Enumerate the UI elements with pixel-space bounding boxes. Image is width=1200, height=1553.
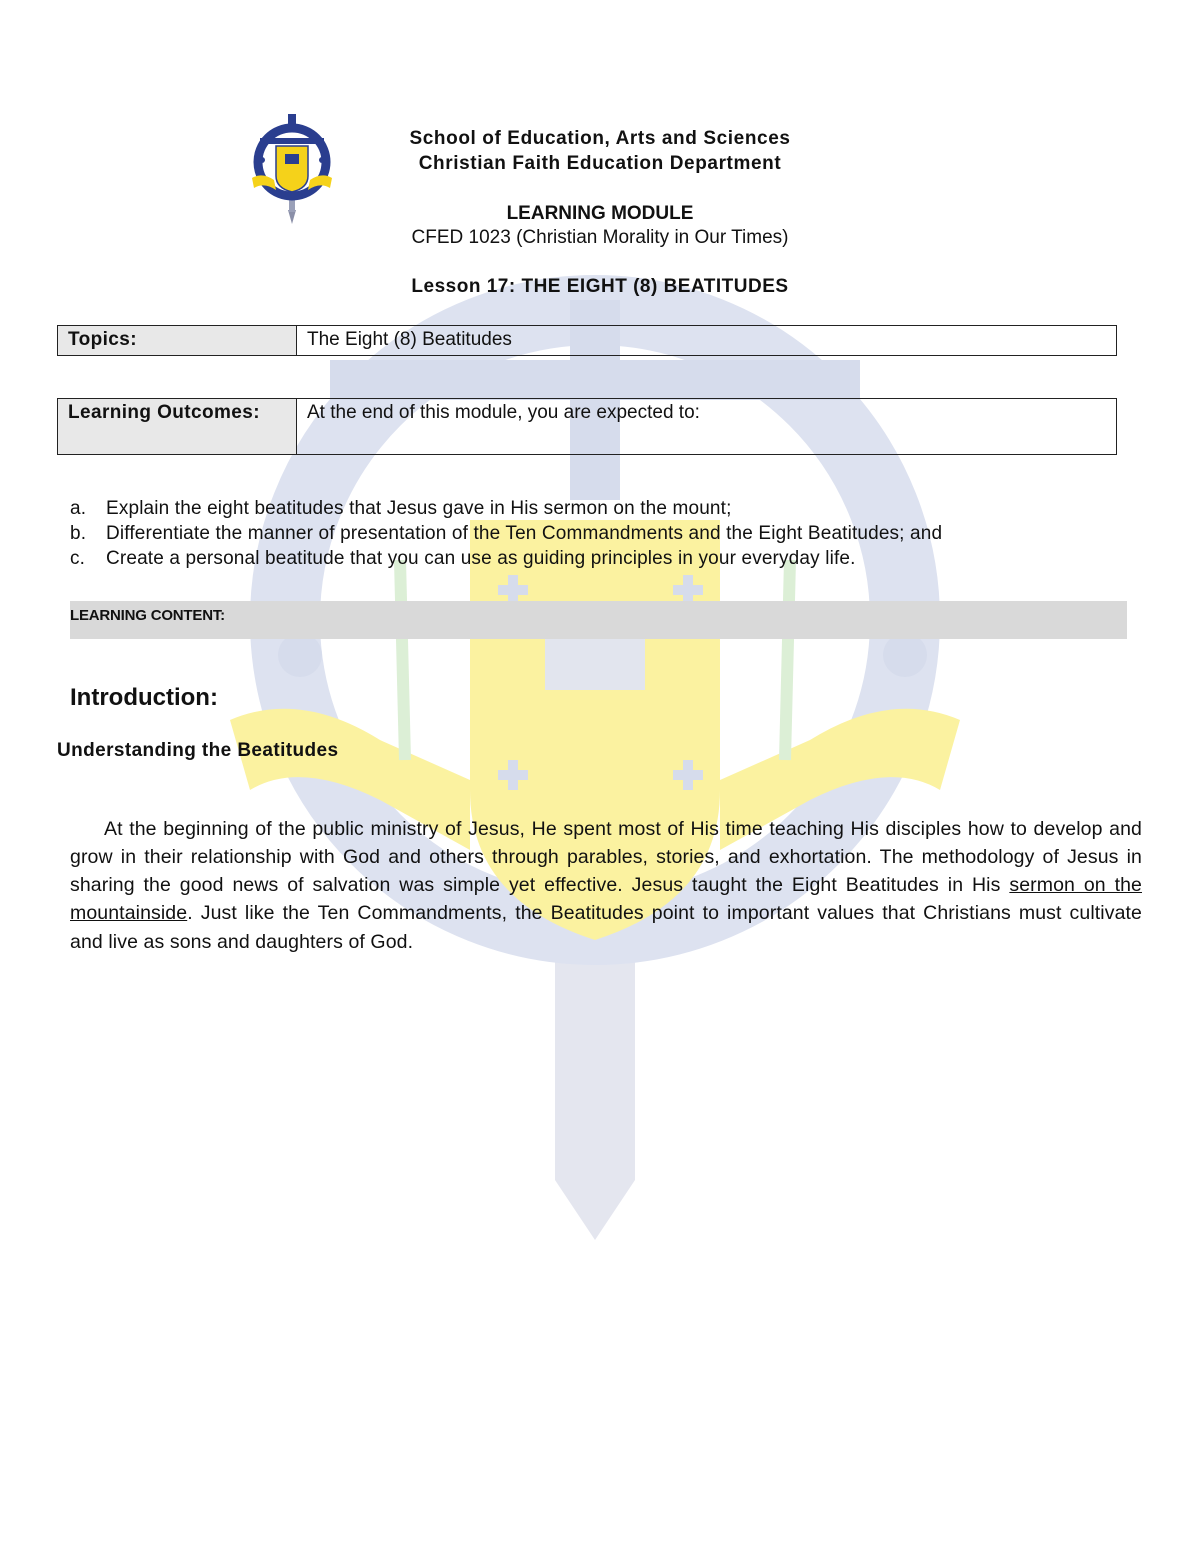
sermon-link[interactable]: sermon on the mountainside [70, 874, 1142, 925]
topics-table [57, 325, 1117, 356]
list-marker: c. [70, 548, 86, 569]
list-item [70, 546, 942, 571]
list-item-text: Create a personal beatitude that you can use as guiding principles in your everyday life. [106, 548, 856, 569]
list-item-text: Explain the eight beatitudes that Jesus gave in His sermon on the mount; [106, 498, 732, 519]
list-marker: a. [70, 498, 87, 519]
learning-content-bar [70, 601, 1127, 639]
outcomes-label: Learning Outcomes: [58, 399, 297, 455]
learning-content-label: LEARNING CONTENT: [70, 607, 225, 624]
list-marker: b. [70, 523, 87, 544]
school-name: School of Education, Arts and Sciences [409, 128, 791, 149]
section-subheading: Understanding the Beatitudes [57, 740, 339, 761]
outcomes-intro: At the end of this module, you are expected to: [297, 399, 1117, 455]
introduction-paragraph [70, 815, 1142, 956]
list-item [70, 496, 942, 521]
outcomes-list [70, 496, 942, 571]
introduction-heading: Introduction: [70, 684, 218, 711]
course-title: CFED 1023 (Christian Morality in Our Times) [411, 227, 789, 248]
module-title: LEARNING MODULE [506, 203, 694, 224]
paragraph-text-2: . Just like the Ten Commandments, the Beatitudes point to important values that Christians must cultivate and live as sons and daughters of God. [70, 902, 1142, 953]
paragraph-text-1: At the beginning of the public ministry of Jesus, He spent most of His time teaching His disciples how to develop and grow in their relationship with God and others through parables, stories, and exhortation. The methodology of Jesus in sharing the good news of salvation was simple yet effective. Jesus taught the Eight Beatitudes in His [70, 817, 1142, 897]
list-item [70, 521, 942, 546]
list-item-text: Differentiate the manner of presentation of the Ten Commandments and the Eight Beatitudes; and [106, 523, 943, 544]
outcomes-table [57, 398, 1117, 455]
lesson-title: Lesson 17: THE EIGHT (8) BEATITUDES [411, 276, 789, 297]
department-name: Christian Faith Education Department [418, 153, 782, 174]
topics-value: The Eight (8) Beatitudes [297, 326, 1117, 356]
topics-label: Topics: [58, 326, 297, 356]
